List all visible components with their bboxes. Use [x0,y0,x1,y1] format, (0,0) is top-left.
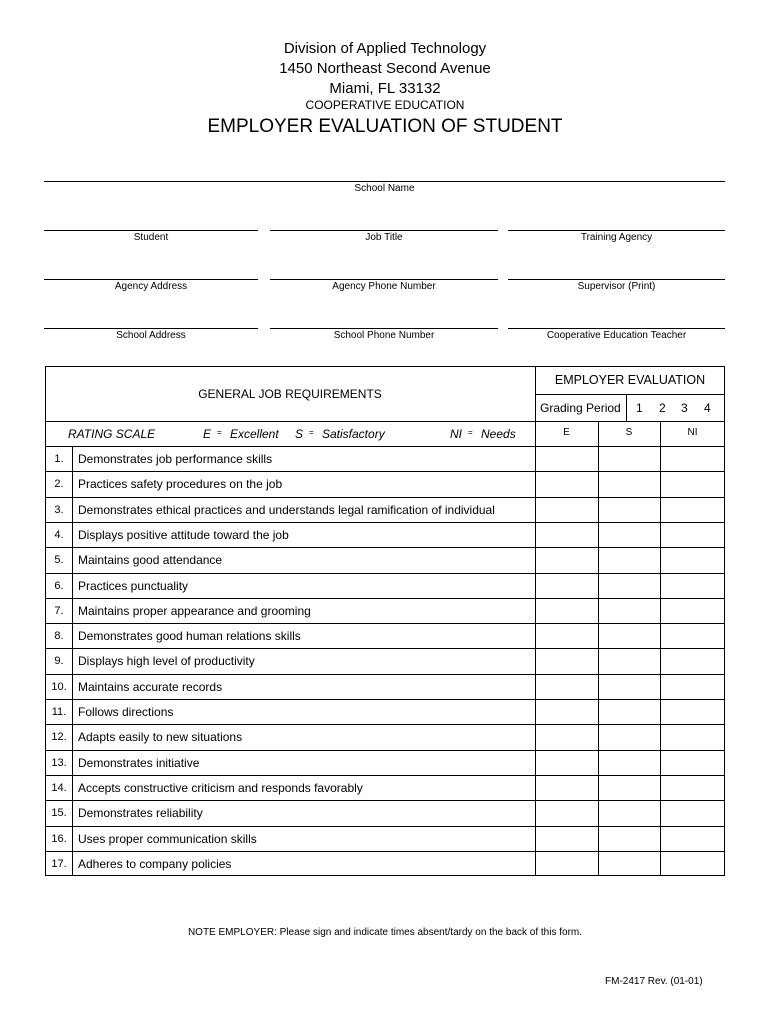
rating-cell-e[interactable] [536,548,598,571]
employer-evaluation-heading: EMPLOYER EVALUATION [554,373,706,387]
school-name-label: School Name [354,183,415,194]
student-label: Student [133,232,169,243]
header-line-4: COOPERATIVE EDUCATION [305,98,465,112]
row-requirement-text: Maintains good attendance [78,553,223,568]
rating-cell-s[interactable] [599,523,660,546]
row-requirement-text: Demonstrates good human relations skills [78,629,301,644]
row-requirement-text: Uses proper communication skills [78,831,257,846]
rating-cell-ni[interactable] [661,675,724,698]
rating-cell-s[interactable] [599,700,660,723]
school-address-line[interactable] [44,328,258,329]
row-number: 9. [54,655,64,668]
agency-phone-label: Agency Phone Number [332,281,436,292]
agency-address-line[interactable] [44,279,258,280]
rating-cell-s[interactable] [599,649,660,672]
rating-cell-e[interactable] [536,776,598,799]
page-title: EMPLOYER EVALUATION OF STUDENT [207,116,563,137]
scale-e-label: Excellent [230,427,279,441]
rating-cell-e[interactable] [536,649,598,672]
employer-note: NOTE EMPLOYER: Please sign and indicate times absent/tardy on the back of this form. [187,927,583,938]
scale-ni-label: Needs [481,427,516,441]
row-requirement-text: Adheres to company policies [78,856,232,871]
grading-period-divider [626,394,627,421]
row-requirement-text: Demonstrates ethical practices and understands legal ramification of individual [78,502,495,517]
rating-cell-ni[interactable] [661,523,724,546]
scale-e-code: E [203,427,212,441]
eval-header-divider [535,394,725,395]
rating-cell-e[interactable] [536,852,598,875]
row-number: 7. [54,604,64,617]
training-agency-line[interactable] [508,230,725,231]
row-requirement-text: Follows directions [78,705,174,719]
col-s-header: S [625,427,633,438]
rating-cell-e[interactable] [536,599,598,622]
row-requirement-text: Displays positive attitude toward the job [78,527,289,542]
rating-cell-ni[interactable] [661,751,724,774]
rating-cell-s[interactable] [599,725,660,748]
row-number: 8. [54,630,64,643]
rating-cell-ni[interactable] [661,624,724,647]
student-line[interactable] [44,230,258,231]
rating-cell-ni[interactable] [661,548,724,571]
rating-cell-ni[interactable] [661,700,724,723]
school-phone-line[interactable] [270,328,498,329]
grading-period-2[interactable]: 2 [659,401,666,415]
row-requirement-text: Adapts easily to new situations [78,730,243,745]
rating-cell-s[interactable] [599,599,660,622]
grading-period-1[interactable]: 1 [636,401,643,415]
row-number: 14. [51,781,67,794]
school-phone-label: School Phone Number [333,330,435,341]
header-line-3: Miami, FL 33132 [329,80,441,97]
row-number: 5. [54,554,64,567]
rating-cell-e[interactable] [536,700,598,723]
scale-s-eq: = [309,428,314,437]
rating-cell-s[interactable] [599,447,660,470]
row-number: 13. [51,756,67,769]
job-title-line[interactable] [270,230,498,231]
rating-cell-ni[interactable] [661,776,724,799]
row-requirement-text: Demonstrates initiative [78,755,200,770]
rating-cell-ni[interactable] [661,498,724,521]
rating-cell-ni[interactable] [661,801,724,824]
rating-cell-e[interactable] [536,447,598,470]
row-requirement-text: Demonstrates job performance skills [78,452,273,466]
supervisor-line[interactable] [508,279,725,280]
rating-cell-s[interactable] [599,548,660,571]
rating-cell-ni[interactable] [661,574,724,597]
supervisor-label: Supervisor (Print) [577,281,656,292]
general-job-requirements: GENERAL JOB REQUIREMENTS [198,387,382,401]
rating-cell-e[interactable] [536,801,598,824]
coop-teacher-label: Cooperative Education Teacher [546,330,687,341]
row-number: 1. [54,453,64,465]
rating-cell-ni[interactable] [661,599,724,622]
num-col-divider [72,446,73,876]
rating-cell-s[interactable] [599,751,660,774]
school-name-line[interactable] [44,181,725,182]
rating-cell-e[interactable] [536,523,598,546]
training-agency-label: Training Agency [580,232,653,243]
row-number: 16. [51,832,67,845]
rating-cell-s[interactable] [599,675,660,698]
agency-address-label: Agency Address [114,281,188,292]
scale-ni-eq: = [468,428,473,437]
row-requirement-text: Displays high level of productivity [78,654,255,669]
row-number: 15. [51,807,67,820]
row-requirement-text: Demonstrates reliability [78,806,203,821]
job-title-label: Job Title [365,232,403,243]
rating-cell-ni[interactable] [661,447,724,470]
grading-period-4[interactable]: 4 [704,401,711,415]
coop-teacher-line[interactable] [508,328,725,329]
scale-ni-code: NI [450,427,462,441]
rating-cell-s[interactable] [599,852,660,875]
rating-cell-e[interactable] [536,498,598,521]
row-number: 4. [54,528,64,541]
rating-cell-e[interactable] [536,624,598,647]
row-number: 10. [51,680,67,693]
rating-cell-e[interactable] [536,725,598,748]
row-requirement-text: Practices safety procedures on the job [78,477,283,492]
row-number: 12. [51,731,67,744]
scale-s-label: Satisfactory [322,427,385,441]
rating-cell-s[interactable] [599,624,660,647]
grading-period-3[interactable]: 3 [681,401,688,415]
scale-s-code: S [295,427,304,441]
rating-cell-ni[interactable] [661,827,724,850]
row-number: 3. [54,503,64,516]
rating-cell-s[interactable] [599,801,660,824]
row-requirement-text: Accepts constructive criticism and responds favorably [78,780,363,795]
header-line-1: Division of Applied Technology [283,40,487,57]
rating-cell-e[interactable] [536,574,598,597]
rating-cell-ni[interactable] [661,725,724,748]
form-number: FM-2417 Rev. (01-01) [605,976,703,987]
col-e-header: E [563,427,570,438]
rating-cell-ni[interactable] [661,852,724,875]
agency-phone-line[interactable] [270,279,498,280]
grading-period-label: Grading Period [540,401,621,415]
school-address-label: School Address [116,330,186,341]
rating-cell-e[interactable] [536,675,598,698]
rating-cell-e[interactable] [536,827,598,850]
row-requirement-text: Maintains proper appearance and grooming [78,603,311,618]
row-requirement-text: Practices punctuality [78,578,189,593]
rating-scale-label: RATING SCALE [68,427,156,441]
rating-cell-s[interactable] [599,827,660,850]
rating-cell-s[interactable] [599,776,660,799]
rating-cell-ni[interactable] [661,649,724,672]
rating-cell-s[interactable] [599,498,660,521]
row-number: 11. [51,706,67,718]
row-number: 6. [54,579,64,592]
table-header-bottom [45,421,725,422]
rating-cell-e[interactable] [536,472,598,495]
rating-cell-ni[interactable] [661,472,724,495]
row-number: 17. [51,857,67,870]
scale-e-eq: = [217,428,222,437]
col-ni-header: NI [687,427,698,438]
row-number: 2. [54,478,64,491]
rating-cell-s[interactable] [599,574,660,597]
row-requirement-text: Maintains accurate records [78,679,223,694]
rating-cell-s[interactable] [599,472,660,495]
header-line-2: 1450 Northeast Second Avenue [279,60,491,77]
rating-cell-e[interactable] [536,751,598,774]
